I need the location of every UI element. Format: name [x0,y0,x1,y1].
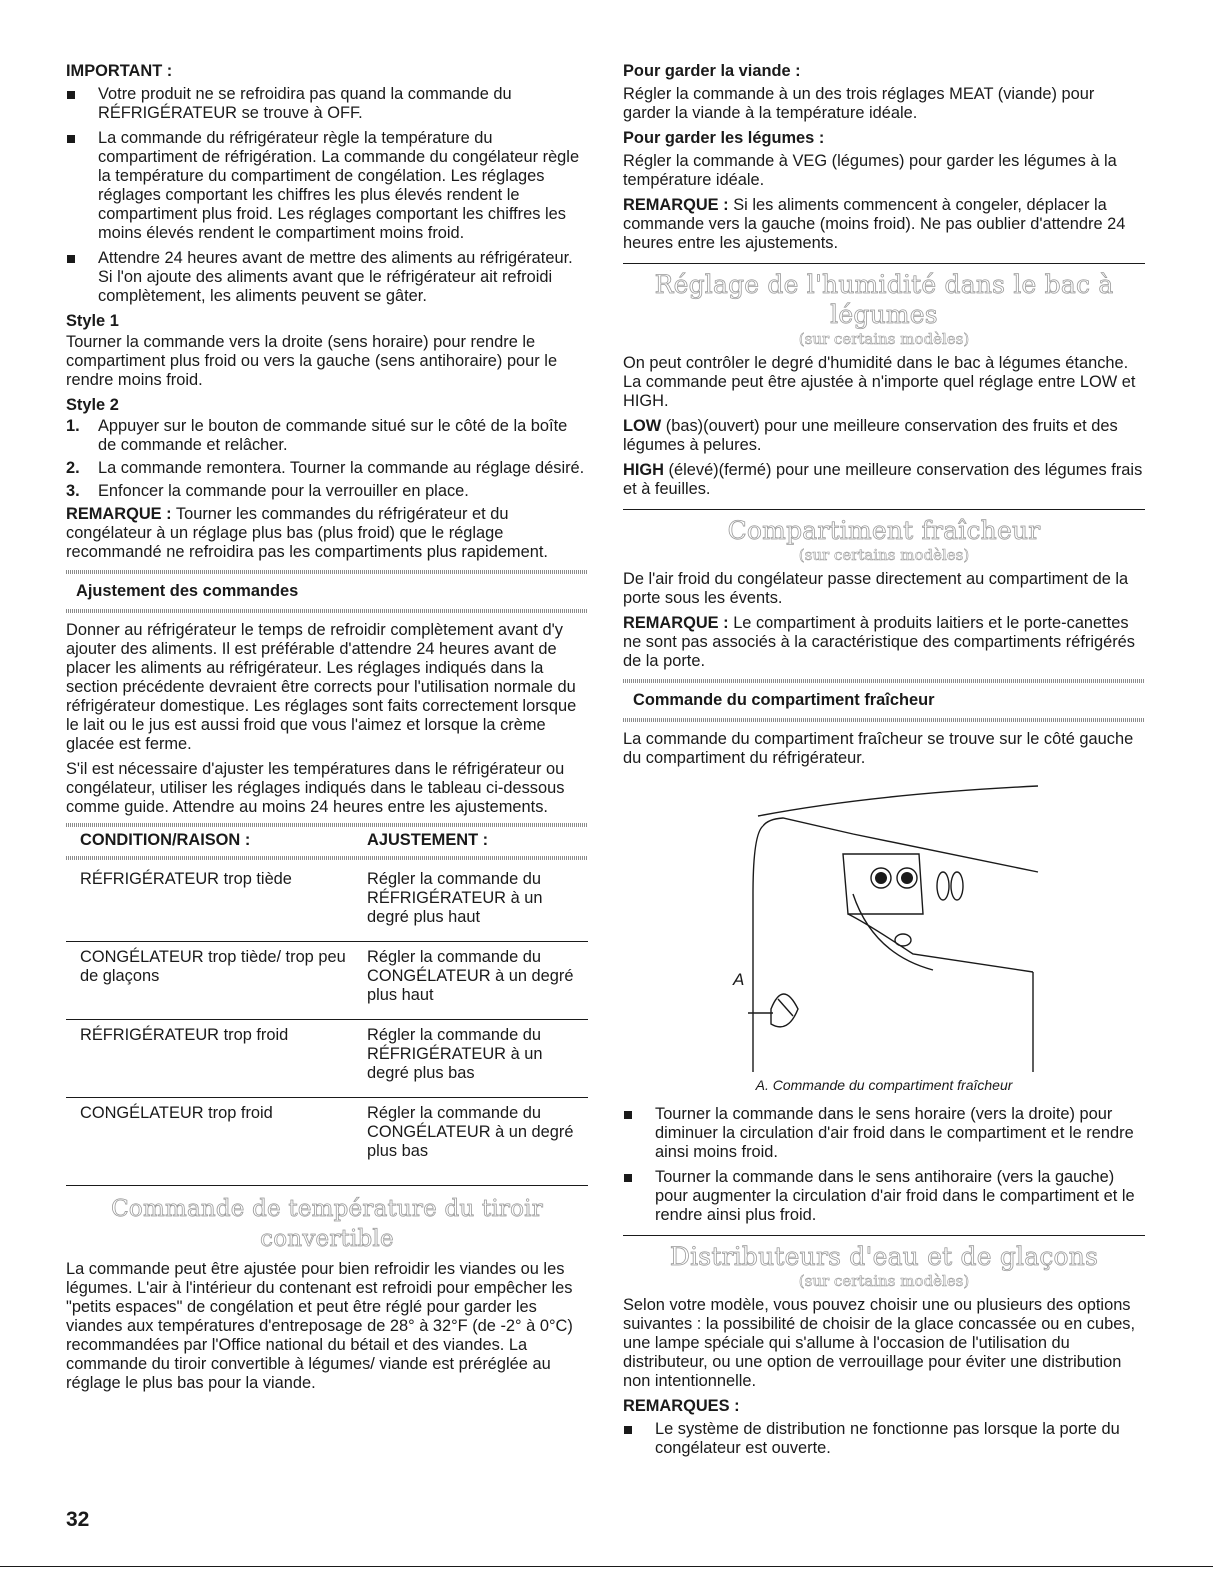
ajustement-heading: Ajustement des commandes [76,582,299,600]
list-item [66,482,588,501]
important-list [66,85,588,306]
distrib-title: Distributeurs d'eau et de glaçons [669,1242,1099,1271]
step-text: La commande remontera. Tourner la commande au réglage désiré. [98,459,585,477]
remarque-paragraph [623,196,1145,253]
section-rule [623,509,1145,510]
hatch-divider [66,609,588,613]
remarque-text: Si les aliments commencent à congeler, déplacer la commande vers la gauche (moins froid). Ne pas oublier d'attendre 24 heures entre les ajustements. [623,196,1126,252]
adjustment-cell: Régler la commande du CONGÉLATEUR à un degré plus bas [367,1104,574,1160]
list-item [66,417,588,455]
fraicheur-title: Compartiment fraîcheur [727,516,1041,545]
remarque-label: REMARQUE : [623,196,729,214]
list-item: Attendre 24 heures avant de mettre des aliments au réfrigérateur. Si l'on ajoute des aliments avant que le réfrigérateur ait refroidi complètement, les aliments peuvent se gâter. [66,249,588,306]
list-item: La commande du réfrigérateur règle la température du compartiment de réfrigération. La commande du congélateur règle la température du compartiment de congélation. Les réglages réglages comportant les chiffres les plus élevés rendent le compartiment plus froid. Les réglages comportant les chiffres les moins élevés rendent le compartiment moins froid. [66,129,588,243]
list-item [66,459,588,478]
condition-cell: CONGÉLATEUR trop froid [80,1104,273,1122]
ajustement-paragraph-2: S'il est nécessaire d'ajuster les températures dans le réfrigérateur ou congélateur, utiliser les réglages indiqués dans le tableau ci-dessous comme guide. Attendre au moins 24 heures entre les ajustements. [66,760,565,816]
high-paragraph [623,461,1145,499]
knob-marker [778,999,793,1016]
cabinet-top-line [758,786,1038,816]
step-number: 1. [66,417,80,435]
step-number: 3. [66,482,80,500]
hatch-divider [66,823,588,827]
cabinet-left-wall [753,826,763,1072]
control-illustration-svg [623,774,1145,1072]
humidite-paragraph: On peut contrôler le degré d'humidité dans le bac à légumes étanche. La commande peut être ajustée à n'importe quel réglage entre LOW et HIGH. [623,354,1136,410]
condition-cell: RÉFRIGÉRATEUR trop froid [66,1020,367,1098]
section-rule [66,1185,588,1186]
fraicheur-list [623,1105,1145,1225]
viande-heading: Pour garder la viande : [623,62,801,80]
list-item: Tourner la commande dans le sens horaire (vers la droite) pour diminuer la circulation d'air froid dans le compartiment et le rendre ainsi moins froid. [623,1105,1145,1162]
high-text: (élevé)(fermé) pour une meilleure conservation des légumes frais et à feuilles. [623,461,1143,498]
hatch-divider [623,679,1145,683]
condition-cell: CONGÉLATEUR trop tiède/ trop peu de glaçons [66,942,367,1020]
control-illustration [623,774,1145,1072]
viande-text: Régler la commande à un des trois réglages MEAT (viande) pour garder la viande à la température idéale. [623,85,1095,122]
crisper-control-knob [771,994,798,1027]
style2-steps [66,417,588,501]
remarque-label: REMARQUE : [66,505,172,523]
bottom-rule [0,1566,1213,1567]
table-header-row [66,829,588,854]
step-number: 2. [66,459,80,477]
distrib-paragraph: Selon votre modèle, vous pouvez choisir une ou plusieurs des options suivantes : la possibilité de choisir de la glace concassée ou en cubes, une lampe spéciale qui s'allume à l'occasion de l'utilisation du distributeur, ou une option de verrouillage pour éviter une distribution non intentionnelle. [623,1296,1136,1390]
knob-a [937,872,949,900]
column-header-adjustment: AJUSTEMENT : [367,831,489,849]
legumes-text: Régler la commande à VEG (légumes) pour garder les légumes à la température idéale. [623,152,1117,189]
ajustement-paragraph-1: Donner au réfrigérateur le temps de refroidir complètement avant d'y ajouter des aliments. Il est préférable d'attendre 24 heures avant de placer les aliments au réfrigérateur. Les réglages indiqués dans la section précédente devraient être corrects pour l'utilisation normale du réfrigérateur domestique. Les réglages sont faits correctement lorsque le lait ou le jus est aussi froid que vous l'aimez et lorsque la crème glacée est ferme. [66,621,577,753]
list-item: Le système de distribution ne fonctionne pas lorsque la porte du congélateur est ouverte. [623,1420,1145,1458]
remarques-list [623,1420,1145,1458]
figure-label-a: A [733,970,745,989]
list-item: Votre produit ne se refroidira pas quand la commande du RÉFRIGÉRATEUR se trouve à OFF. [66,85,588,123]
dial-left-center [875,872,887,884]
list-item: Tourner la commande dans le sens antihoraire (vers la gauche) pour augmenter la circulation d'air froid dans le compartiment et le rendre ainsi plus froid. [623,1168,1145,1225]
knob-b [951,872,963,900]
section-rule [623,263,1145,264]
hatch-divider [623,718,1145,722]
control-box-front [843,854,923,914]
condition-cell: RÉFRIGÉRATEUR trop tiède [66,864,367,942]
table-row [66,942,588,1020]
fraicheur-subtitle: (sur certains modèles) [798,546,970,564]
commande-text: La commande du compartiment fraîcheur se trouve sur le côté gauche du compartiment du réfrigérateur. [623,730,1134,767]
remarques-heading: REMARQUES : [623,1397,740,1415]
dial-right-center [901,872,913,884]
low-text: (bas)(ouvert) pour une meilleure conservation des fruits et des légumes à pelures. [623,417,1118,454]
hatch-divider [66,856,588,860]
fraicheur-paragraph: De l'air froid du congélateur passe directement au compartiment de la porte sous les évents. [623,570,1129,607]
table-row [66,1098,588,1176]
convertible-title: Commande de température du tiroir convertible [111,1196,543,1252]
control-box-curve [853,894,933,970]
adjustment-table [66,829,588,1175]
remarque-text: Le compartiment à produits laitiers et le porte-canettes ne sont pas associés à la caractéristique des compartiments réfrigérés de la porte. [623,614,1135,670]
low-paragraph [623,417,1145,455]
low-label: LOW [623,417,662,435]
left-column [66,62,588,1399]
commande-heading: Commande du compartiment fraîcheur [633,691,935,709]
adjustment-cell: Régler la commande du RÉFRIGÉRATEUR à un degré plus haut [367,864,588,942]
remarque-label: REMARQUE : [623,614,729,632]
remarque-paragraph [66,505,588,562]
hatch-divider [66,570,588,574]
style1-text: Tourner la commande vers la droite (sens horaire) pour rendre le compartiment plus froid ou vers la gauche (sens antihoraire) pour le rendre moins froid. [66,333,558,389]
high-label: HIGH [623,461,664,479]
distrib-subtitle: (sur certains modèles) [798,1272,970,1290]
control-box-bottom [848,914,1033,972]
column-header-condition: CONDITION/RAISON : [80,831,251,849]
adjustment-cell: Régler la commande du RÉFRIGÉRATEUR à un degré plus bas [367,1020,588,1098]
figure-caption: A. Commande du compartiment fraîcheur [755,1077,1013,1093]
liner-line [763,818,1038,872]
legumes-heading: Pour garder les légumes : [623,129,825,147]
fraicheur-remarque [623,614,1145,671]
table-row [66,1020,588,1098]
adjustment-cell: Régler la commande du CONGÉLATEUR à un degré plus haut [367,942,588,1020]
table-row [66,864,588,942]
convertible-text: La commande peut être ajustée pour bien refroidir les viandes ou les légumes. L'air à l'intérieur du contenant est refroidi pour empêcher les "petits espaces" de congélation et peut être réglé pour garder les viandes aux températures d'entreposage de 28° à 32°F (de -2° à 0°C) recommandées par l'Office national du bétail et des viandes. La commande du tiroir convertible à légumes/ viande est préréglée au réglage le plus bas pour la viande. [66,1260,573,1392]
important-heading: IMPORTANT : [66,62,173,80]
humidite-title: Réglage de l'humidité dans le bac à légumes [654,270,1114,329]
step-text: Appuyer sur le bouton de commande situé sur le côté de la boîte de commande et relâcher. [98,417,568,454]
style2-heading: Style 2 [66,396,119,414]
section-rule [623,1235,1145,1236]
style1-heading: Style 1 [66,312,119,330]
right-column [623,62,1145,1464]
remarque-text: Tourner les commandes du réfrigérateur et du congélateur à un réglage plus bas (plus froid) que le réglage recommandé ne refroidira pas les compartiments plus rapidement. [66,505,548,561]
step-text: Enfoncer la commande pour la verrouiller en place. [98,482,469,500]
vent-opening [895,934,911,946]
page-number: 32 [66,1508,90,1531]
humidite-subtitle: (sur certains modèles) [798,330,970,348]
